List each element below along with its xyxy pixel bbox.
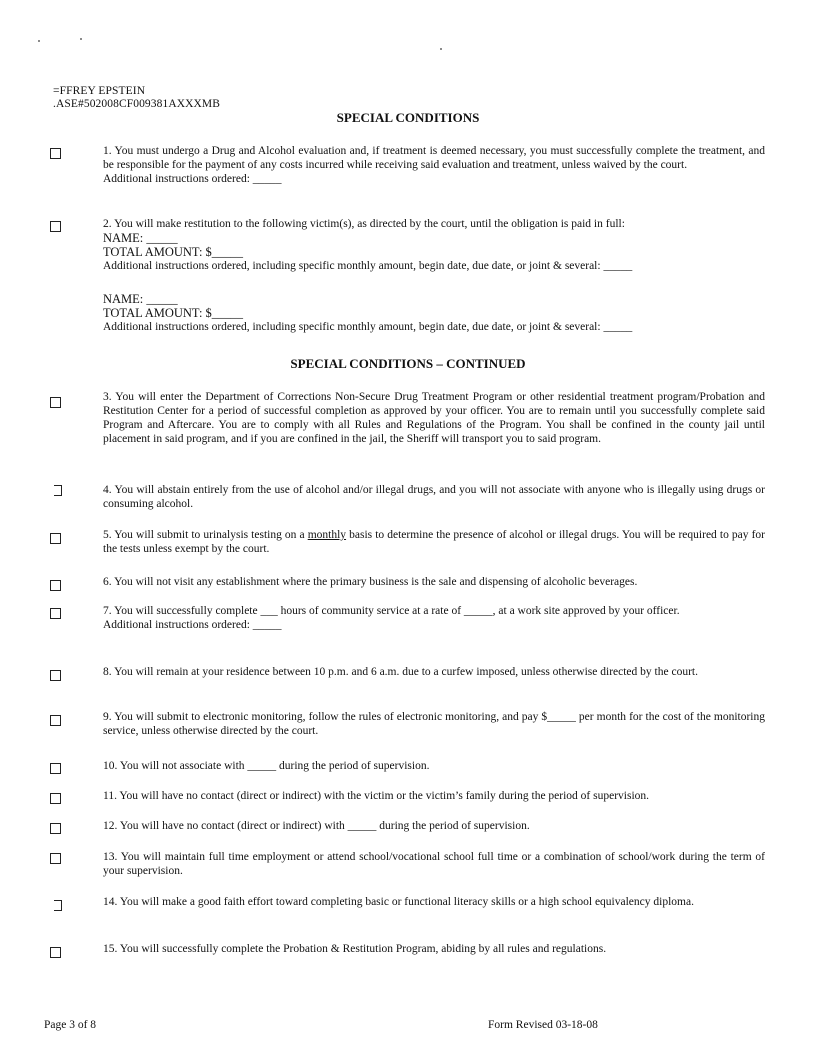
condition-8: [103, 665, 765, 679]
condition-13: [103, 850, 765, 878]
checkbox-condition-1[interactable]: [50, 148, 61, 159]
condition-5-text-end: basis to determine the presence of alcohol or illegal drugs. You will be required to pay for the tests unless exempt by the court.: [103, 529, 765, 555]
victim-2-instructions: Additional instructions ordered, including specific monthly amount, begin date, due date, or joint & several: _____: [103, 321, 633, 333]
page-number: Page 3 of 8: [44, 1019, 97, 1031]
section-title-continued: SPECIAL CONDITIONS – CONTINUED: [290, 356, 526, 371]
spacer: [103, 273, 765, 292]
condition-6: [103, 575, 765, 589]
condition-10: [103, 759, 765, 773]
condition-1-text: 1. You must undergo a Drug and Alcohol evaluation and, if treatment is deemed necessary, you must successfully complete the treatment, and be responsible for the payment of any costs incurred while receiving said evaluation and treatment, unless waived by the court.: [103, 145, 765, 171]
condition-2-text: 2. You will make restitution to the following victim(s), as directed by the court, until the obligation is paid in full:: [103, 218, 625, 230]
checkbox-condition-6[interactable]: [50, 580, 61, 591]
condition-15-text: 15. You will successfully complete the Probation & Restitution Program, abiding by all rules and regulations.: [103, 943, 607, 955]
defendant-name: =FFREY EPSTEIN: [53, 85, 146, 97]
condition-12-text: 12. You will have no contact (direct or indirect) with _____ during the period of supervision.: [103, 820, 530, 832]
condition-1-instructions: Additional instructions ordered: _____: [103, 173, 282, 185]
condition-8-text: 8. You will remain at your residence between 10 p.m. and 6 a.m. due to a curfew imposed, unless otherwise directed by the court.: [103, 666, 698, 678]
testing-frequency: monthly: [307, 529, 347, 541]
scan-speck: [80, 38, 82, 40]
victim-2-name: NAME: _____: [103, 292, 178, 306]
condition-12: [103, 819, 765, 833]
checkbox-condition-12[interactable]: [50, 823, 61, 834]
checkbox-condition-9[interactable]: [50, 715, 61, 726]
scan-speck: [38, 40, 40, 42]
condition-10-text: 10. You will not associate with _____ during the period of supervision.: [103, 760, 430, 772]
condition-4-text: 4. You will abstain entirely from the use of alcohol and/or illegal drugs, and you will not associate with anyone who is illegally using drugs or consuming alcohol.: [103, 484, 765, 510]
victim-1-instructions: Additional instructions ordered, including specific monthly amount, begin date, due date, or joint & several: _____: [103, 260, 633, 272]
case-number: .ASE#502008CF009381AXXXMB: [53, 98, 221, 110]
victim-1-name: NAME: _____: [103, 231, 178, 245]
checkbox-condition-11[interactable]: [50, 793, 61, 804]
checkbox-condition-14[interactable]: [54, 900, 62, 911]
victim-2-amount: TOTAL AMOUNT: $_____: [103, 306, 244, 320]
checkbox-condition-7[interactable]: [50, 608, 61, 619]
condition-4: [103, 483, 765, 511]
section-title: SPECIAL CONDITIONS: [336, 110, 480, 125]
checkbox-condition-4[interactable]: [54, 485, 62, 496]
checkbox-condition-10[interactable]: [50, 763, 61, 774]
condition-3-text: 3. You will enter the Department of Corrections Non-Secure Drug Treatment Program or other residential treatment program/Probation and Restitution Center for a period of successful completion as approved by your officer. You are to remain until you successfully complete said Program and Aftercare. You are to comply with all Rules and Regulations of the Program. You shall be confined in the county jail until placement in said program, and if you are confined in the jail, the Sheriff will transport you to said program.: [103, 391, 765, 445]
condition-13-text: 13. You will maintain full time employment or attend school/vocational school full time or a combination of school/work during the term of your supervision.: [103, 851, 765, 877]
condition-14-text: 14. You will make a good faith effort toward completing basic or functional literacy skills or a high school equivalency diploma.: [103, 896, 694, 908]
condition-7-instructions: Additional instructions ordered: _____: [103, 619, 282, 631]
condition-2: [103, 217, 765, 334]
condition-5-text-start: 5. You will submit to urinalysis testing on a: [103, 529, 308, 541]
condition-6-text: 6. You will not visit any establishment where the primary business is the sale and dispensing of alcoholic beverages.: [103, 576, 638, 588]
checkbox-condition-5[interactable]: [50, 533, 61, 544]
checkbox-condition-3[interactable]: [50, 397, 61, 408]
checkbox-condition-15[interactable]: [50, 947, 61, 958]
victim-1-amount: TOTAL AMOUNT: $_____: [103, 245, 244, 259]
condition-15: [103, 942, 765, 956]
condition-14: [103, 895, 765, 909]
condition-1: [103, 144, 765, 186]
condition-11: [103, 789, 765, 803]
checkbox-condition-8[interactable]: [50, 670, 61, 681]
condition-7-text: 7. You will successfully complete ___ hours of community service at a rate of _____, at a work site approved by your officer.: [103, 605, 680, 617]
scan-speck: [440, 48, 442, 50]
condition-9-text: 9. You will submit to electronic monitoring, follow the rules of electronic monitoring, and pay $_____ per month for the cost of the monitoring service, unless otherwise directed by the court.: [103, 711, 765, 737]
condition-3: [103, 390, 765, 446]
form-revision: Form Revised 03-18-08: [488, 1019, 598, 1031]
checkbox-condition-13[interactable]: [50, 853, 61, 864]
condition-11-text: 11. You will have no contact (direct or indirect) with the victim or the victim’s family during the period of supervision.: [103, 790, 650, 802]
condition-5-text: [103, 528, 765, 556]
checkbox-condition-2[interactable]: [50, 221, 61, 232]
condition-5: [103, 528, 765, 556]
condition-7: [103, 604, 765, 632]
condition-9: [103, 710, 765, 738]
